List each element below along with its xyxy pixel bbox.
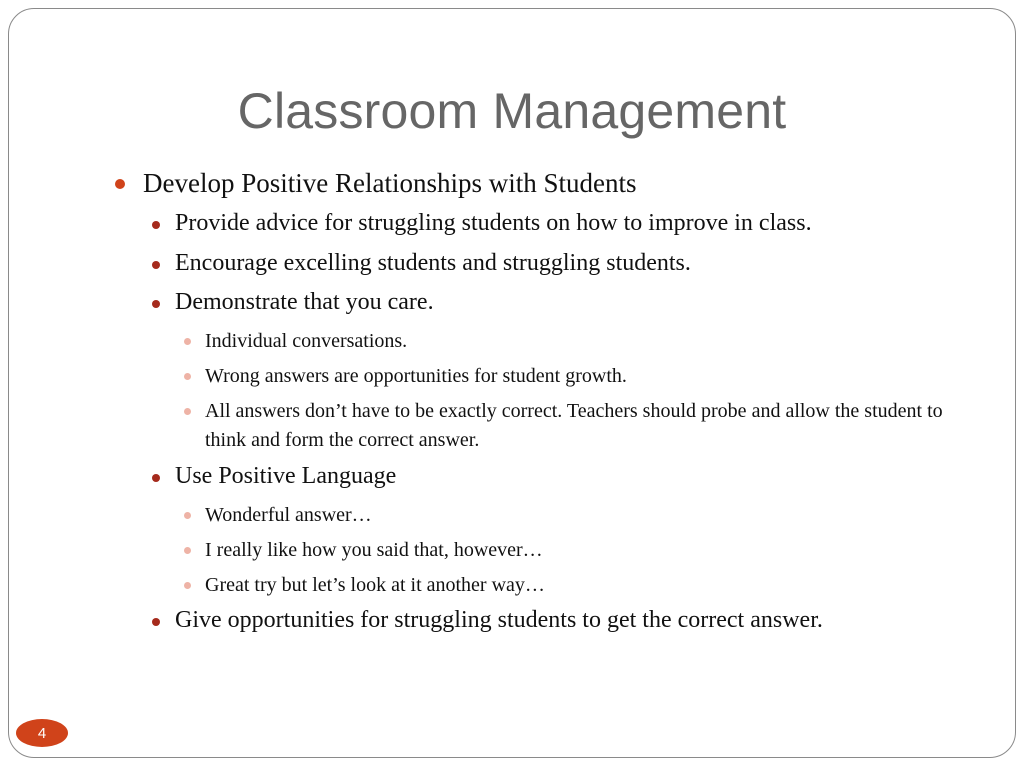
- bullet-icon: [152, 261, 160, 269]
- bullet-icon: [184, 338, 191, 345]
- bullet-icon: [184, 582, 191, 589]
- bullet-icon: [184, 512, 191, 519]
- bullet-icon: [152, 618, 160, 626]
- list-item-level2: Provide advice for struggling students on how to improve in class.: [175, 210, 812, 236]
- list-item-level2: Give opportunities for struggling students to get the correct answer.: [175, 607, 823, 633]
- list-item-level3: Wonderful answer…: [205, 504, 372, 526]
- list-item-level3: Wrong answers are opportunities for student growth.: [205, 365, 627, 387]
- bullet-icon: [184, 547, 191, 554]
- bullet-icon: [152, 221, 160, 229]
- list-item-level3: Individual conversations.: [205, 330, 408, 352]
- page-number-badge: 4: [16, 719, 68, 747]
- bullet-icon: [115, 179, 125, 189]
- list-item-level2: Use Positive Language: [175, 463, 397, 489]
- bullet-icon: [152, 474, 160, 482]
- list-item-level3: All answers don’t have to be exactly correct. Teachers should probe and allow the student to think and form the correct answer.: [205, 400, 943, 451]
- slide-title: Classroom Management: [237, 83, 787, 139]
- list-item-level3: Great try but let’s look at it another way…: [205, 574, 545, 596]
- list-item-level1: Develop Positive Relationships with Students: [143, 168, 637, 198]
- list-item-level3: I really like how you said that, however…: [205, 539, 543, 561]
- bullet-icon: [184, 408, 191, 415]
- list-item-level2: Demonstrate that you care.: [175, 289, 434, 315]
- list-item-level2: Encourage excelling students and struggling students.: [175, 250, 691, 276]
- bullet-icon: [152, 300, 160, 308]
- bullet-icon: [184, 373, 191, 380]
